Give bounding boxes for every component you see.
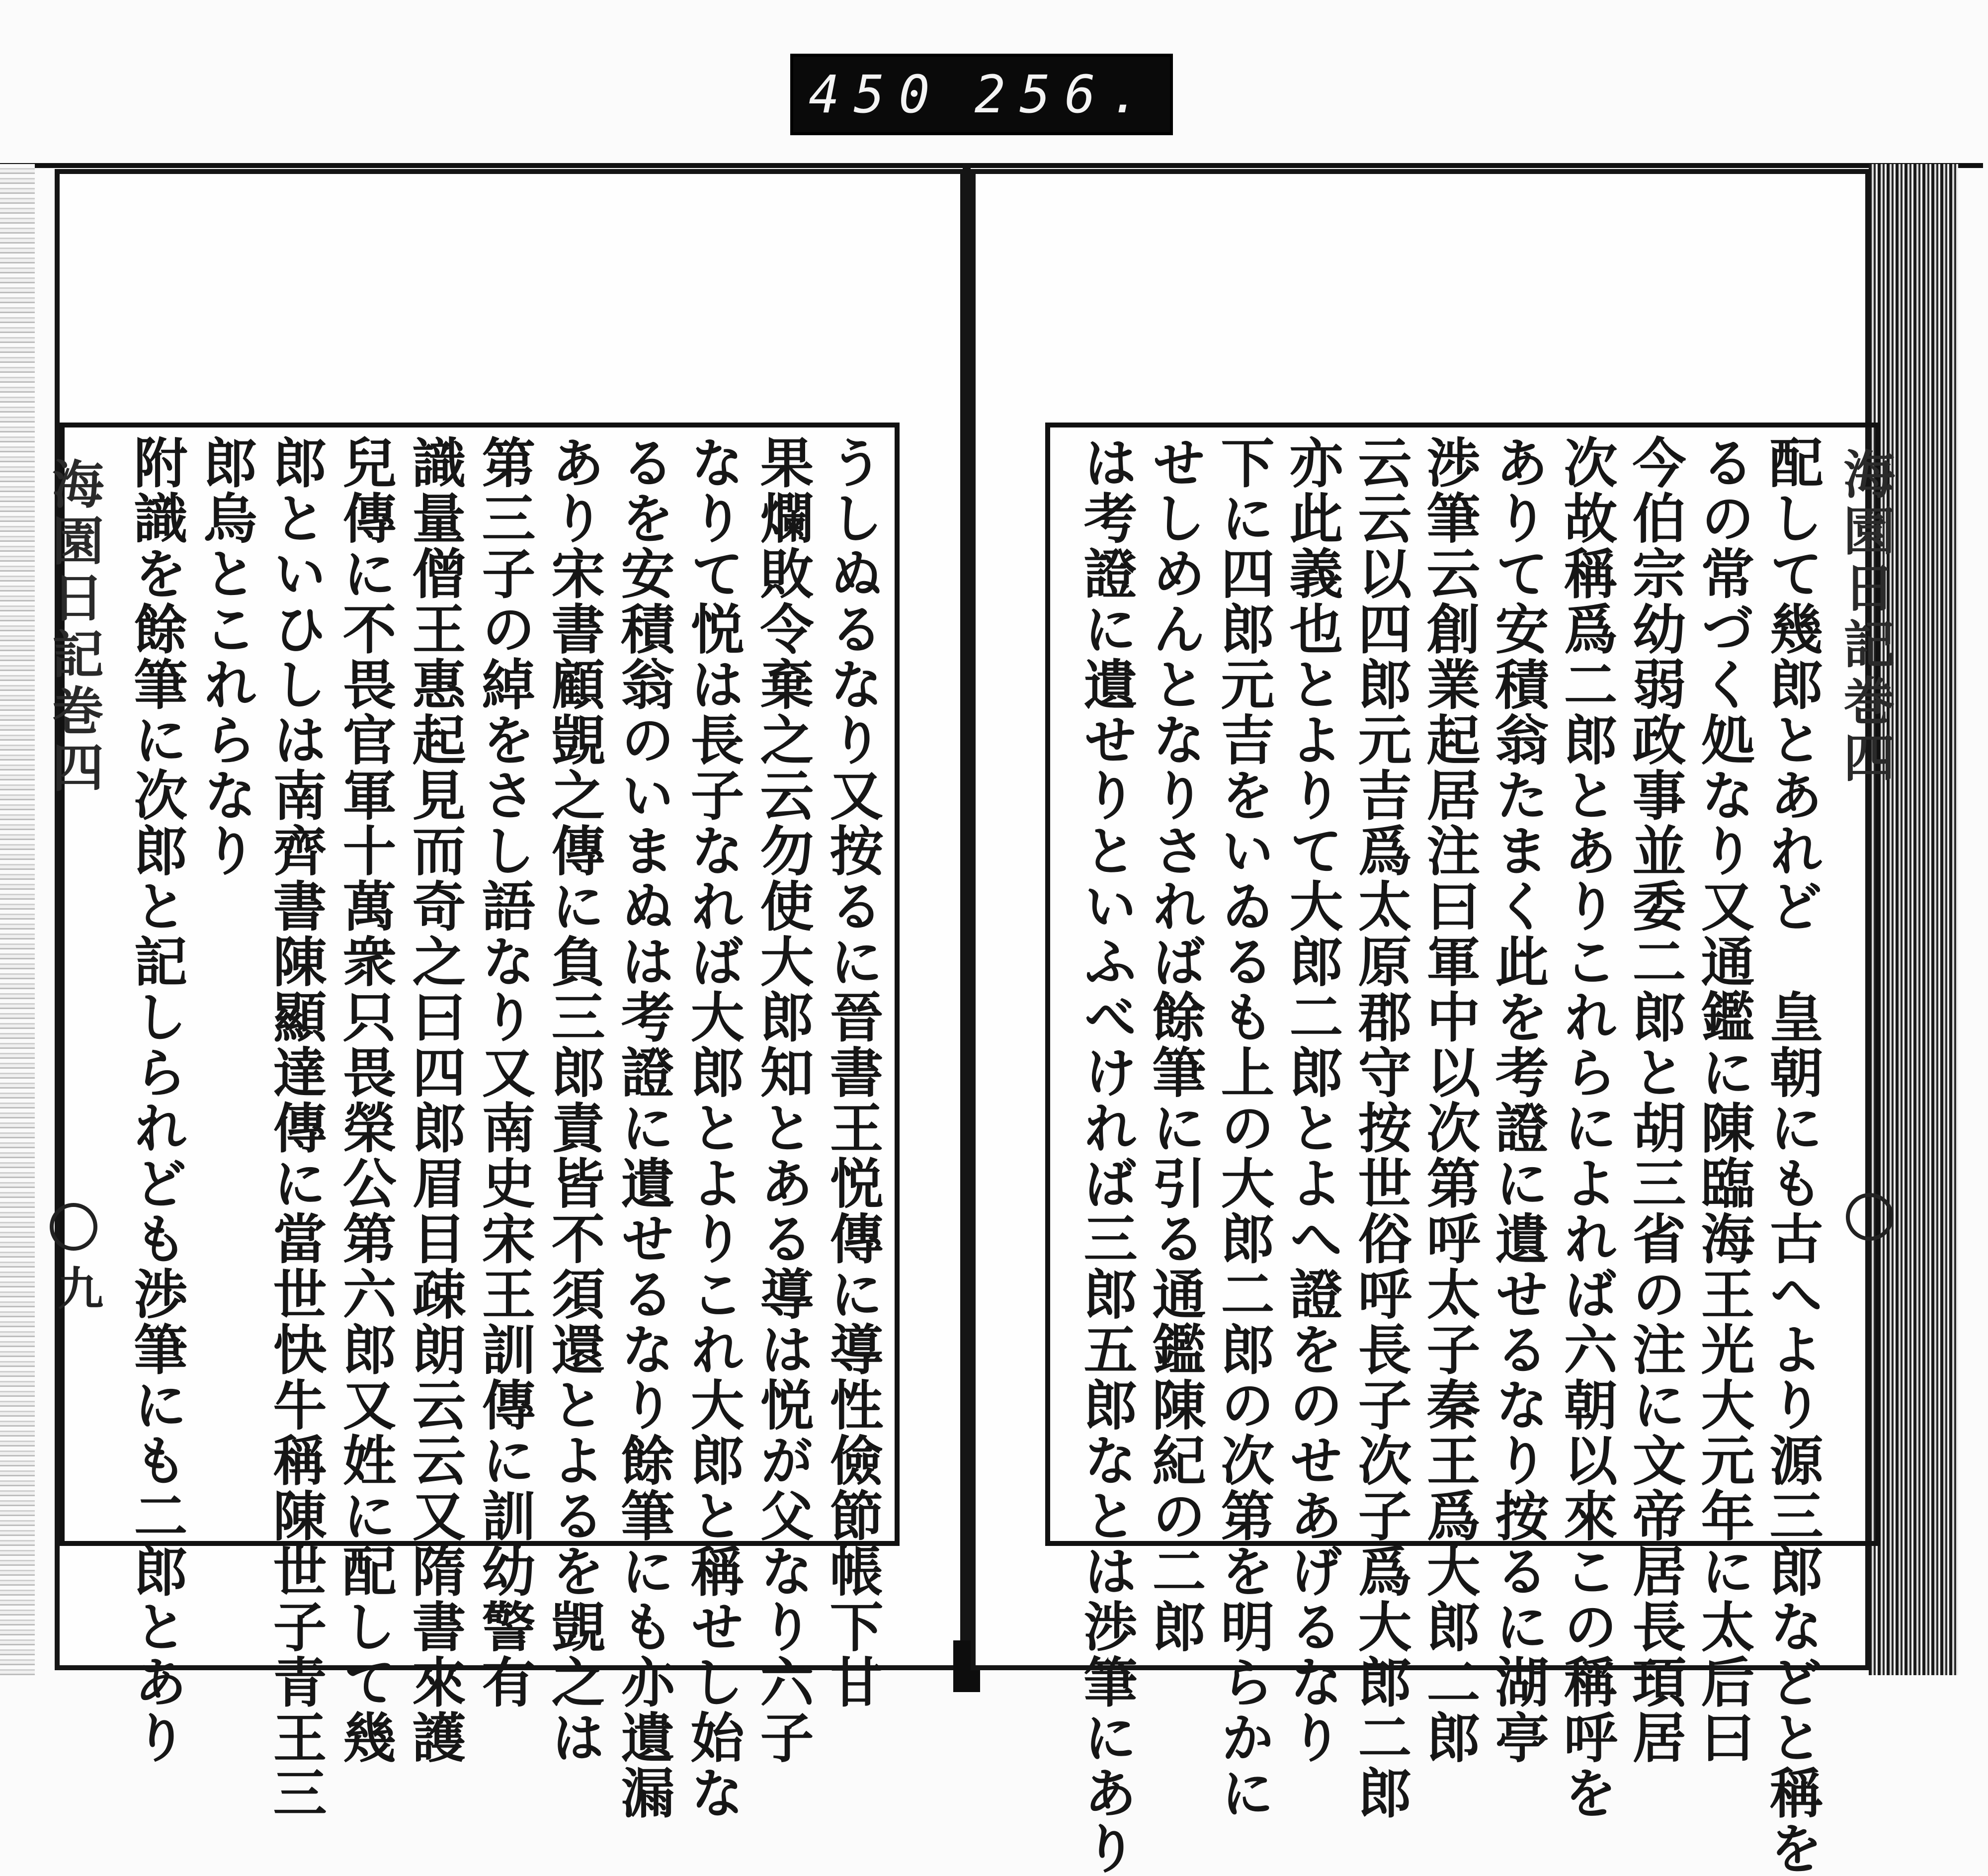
- counter-left-number: 450: [808, 64, 944, 125]
- left-page-stack-edge: [0, 164, 35, 1675]
- left-page: [55, 169, 965, 1821]
- text-column: 亦此義也とよりて大郎二郎とよへ證をのせあげるなり: [1280, 435, 1343, 1765]
- text-column: 郎といひしは南齊書陳顯達傳に當世快牛稱陳世子青王三: [264, 435, 327, 1821]
- left-running-title: 海園日記巻四: [43, 457, 104, 797]
- text-column: 配して幾郎とあれど 皇朝にも古へより源三郎などと稱を: [1760, 435, 1823, 1876]
- right-running-title: 海園日記巻四: [1834, 447, 1896, 787]
- text-column: 果爛敗令棄之云勿使大郎知とある導は悦が父なり六子: [751, 435, 814, 1765]
- right-page-stack-edge: [1869, 164, 1958, 1675]
- text-column: 附識を餘筆に次郎と記しられども渉筆にも二郎とあり: [125, 435, 187, 1765]
- text-column: 次故稱爲二郎とありこれらによれば六朝以來この稱呼を: [1555, 435, 1617, 1821]
- book-top-edge: [0, 163, 1983, 168]
- text-column: ありて安積翁たまく此を考證に遺せるなり按るに湖亭: [1486, 435, 1549, 1765]
- text-column: せしめんとなりされば餘筆に引る通鑑陳紀の二郎: [1143, 435, 1206, 1654]
- text-column: 第三子の綽をさし語なり又南史宋王訓傳に訓幼警有: [473, 435, 535, 1710]
- counter-right-number: 256.: [974, 64, 1155, 125]
- left-page-number: 九: [58, 1262, 104, 1316]
- left-page-number-circle: [50, 1203, 97, 1251]
- text-column: 渉筆云創業起居注曰軍中以次第呼太子秦王爲大郎二郎: [1417, 435, 1480, 1765]
- text-column: あり宋書顧覬之傳に負三郎責皆不須還とよるを覬之は: [542, 435, 605, 1765]
- text-column: 云云以四郎元吉爲太原郡守按世俗呼長子次子爲大郎二郎: [1349, 435, 1411, 1821]
- text-column: 今伯宗幼弱政事並委二郎と胡三省の注に文帝居長頊居: [1623, 435, 1686, 1765]
- text-column: 郎烏とこれらなり: [194, 435, 257, 878]
- text-column: 識量僧王惠起見而奇之曰四郎眉目疎朗云云又隋書來護: [403, 435, 466, 1765]
- text-column: は考證に遺せりといふべければ三郎五郎なとは渉筆にあり: [1075, 435, 1137, 1876]
- text-column: なりて悦は長子なれば大郎とよりこれ大郎と稱せし始な: [681, 435, 744, 1821]
- right-page-number-circle: [1846, 1193, 1894, 1241]
- film-frame-counter: [790, 54, 1173, 135]
- text-column: るの常づく処なり又通鑑に陳臨海王光大元年に太后曰: [1692, 435, 1754, 1765]
- text-column: るを安積翁のいまぬは考證に遺せるなり餘筆にも亦遺漏: [612, 435, 674, 1821]
- text-column: 下に四郎元吉をいゐるも上の大郎二郎の次第を明らかに: [1212, 435, 1274, 1821]
- book-spine: [963, 164, 971, 1692]
- text-column: うしぬるなり又按るに晉書王悦傳に導性儉節帳下甘: [821, 435, 883, 1710]
- right-page: [971, 169, 1870, 1876]
- text-column: 兒傳に不畏官軍十萬衆只畏榮公第六郎又姓に配して幾: [333, 435, 396, 1765]
